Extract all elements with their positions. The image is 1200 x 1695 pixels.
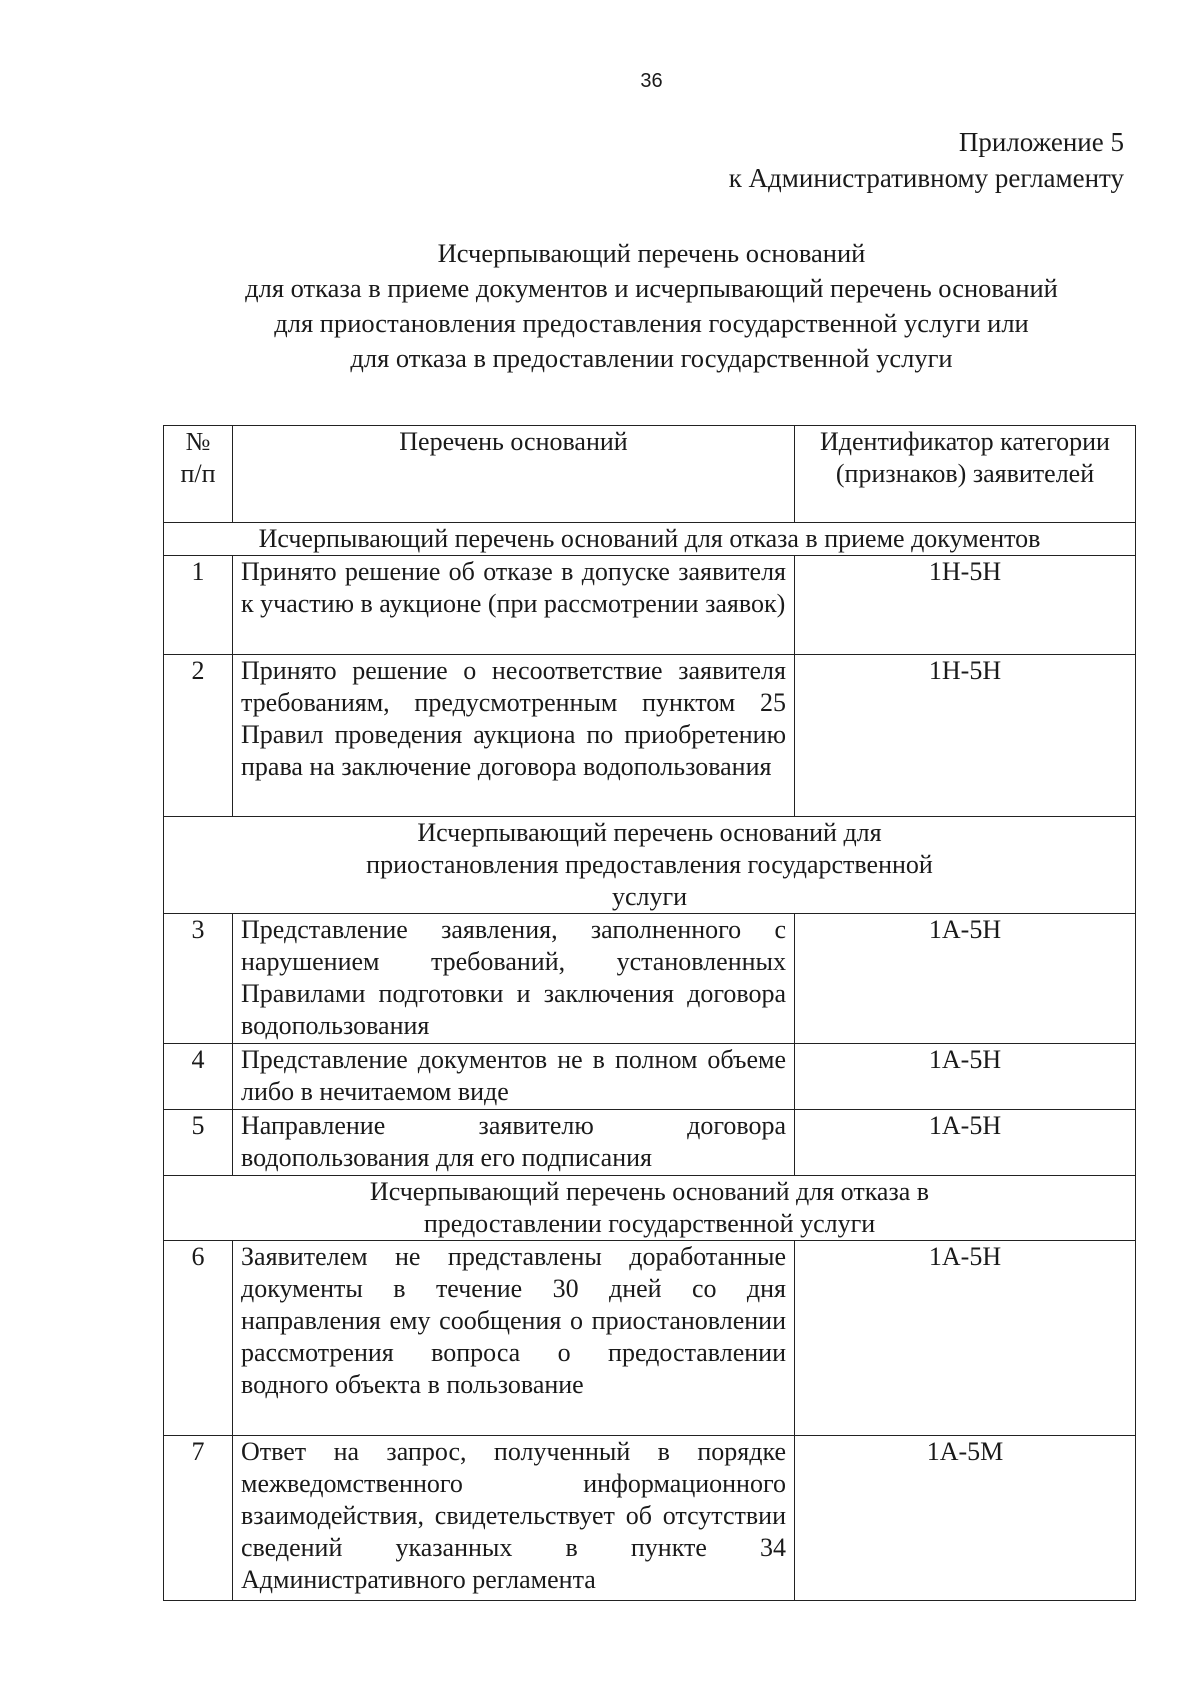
title-line-3: для приостановления предоставления государственной услуги или [274,308,1029,338]
title-line-1: Исчерпывающий перечень оснований [437,238,866,268]
section-row [164,817,1136,914]
table-row [164,1241,1136,1436]
row-number: 5 [164,1110,233,1176]
grounds-table [163,425,1136,1601]
row-identifier: 1А-5Н [795,1241,1136,1436]
title-line-4: для отказа в предоставлении государственной услуги [350,343,953,373]
section-row [164,1176,1136,1241]
header-identifier: Идентификатор категории (признаков) заявителей [795,426,1136,523]
row-identifier: 1А-5Н [795,1110,1136,1176]
appendix-reference [729,124,1124,196]
title-line-2: для отказа в приеме документов и исчерпывающий перечень оснований [245,273,1058,303]
table-row [164,1110,1136,1176]
document-title [0,236,1200,376]
row-ground-text: Ответ на запрос, полученный в порядке межведомственного информационного взаимодействия, свидетельствует об отсутствии сведений указанных в пункте 34 Административного регламента [233,1436,795,1601]
page-number: 36 [640,70,663,92]
table-header-row [164,426,1136,523]
header-number: № п/п [164,426,233,523]
row-identifier: 1Н-5Н [795,655,1136,817]
section-title-refusal-acceptance: Исчерпывающий перечень оснований для отказа в приеме документов [164,523,1136,556]
row-ground-text: Представление заявления, заполненного с нарушением требований, установленных Правилами подготовки и заключения договора водопользования [233,914,795,1044]
section-title-refusal-service: Исчерпывающий перечень оснований для отказа в предоставлении государственной услуги [164,1176,1136,1241]
row-number: 4 [164,1044,233,1110]
row-number: 1 [164,556,233,655]
table-row [164,655,1136,817]
section-title-suspension: Исчерпывающий перечень оснований для приостановления предоставления государственной услуги [164,817,1136,914]
table-row [164,556,1136,655]
table-row [164,914,1136,1044]
header-grounds: Перечень оснований [233,426,795,523]
row-identifier: 1А-5М [795,1436,1136,1601]
appendix-line-1: Приложение 5 [958,127,1124,157]
row-identifier: 1Н-5Н [795,556,1136,655]
row-number: 2 [164,655,233,817]
row-identifier: 1А-5Н [795,1044,1136,1110]
section-row [164,523,1136,556]
row-number: 6 [164,1241,233,1436]
row-ground-text: Направление заявителю договора водопользования для его подписания [233,1110,795,1176]
row-identifier: 1А-5Н [795,914,1136,1044]
row-ground-text: Принято решение об отказе в допуске заявителя к участию в аукционе (при рассмотрении заявок) [233,556,795,655]
table-row [164,1436,1136,1601]
row-ground-text: Принято решение о несоответствие заявителя требованиям, предусмотренным пунктом 25 Правил проведения аукциона по приобретению права на заключение договора водопользования [233,655,795,817]
row-ground-text: Заявителем не представлены доработанные документы в течение 30 дней со дня направления ему сообщения о приостановлении рассмотрения вопроса о предоставлении водного объекта в пользование [233,1241,795,1436]
appendix-line-2: к Административному регламенту [728,163,1124,193]
table-row [164,1044,1136,1110]
row-number: 7 [164,1436,233,1601]
row-number: 3 [164,914,233,1044]
row-ground-text: Представление документов не в полном объеме либо в нечитаемом виде [233,1044,795,1110]
